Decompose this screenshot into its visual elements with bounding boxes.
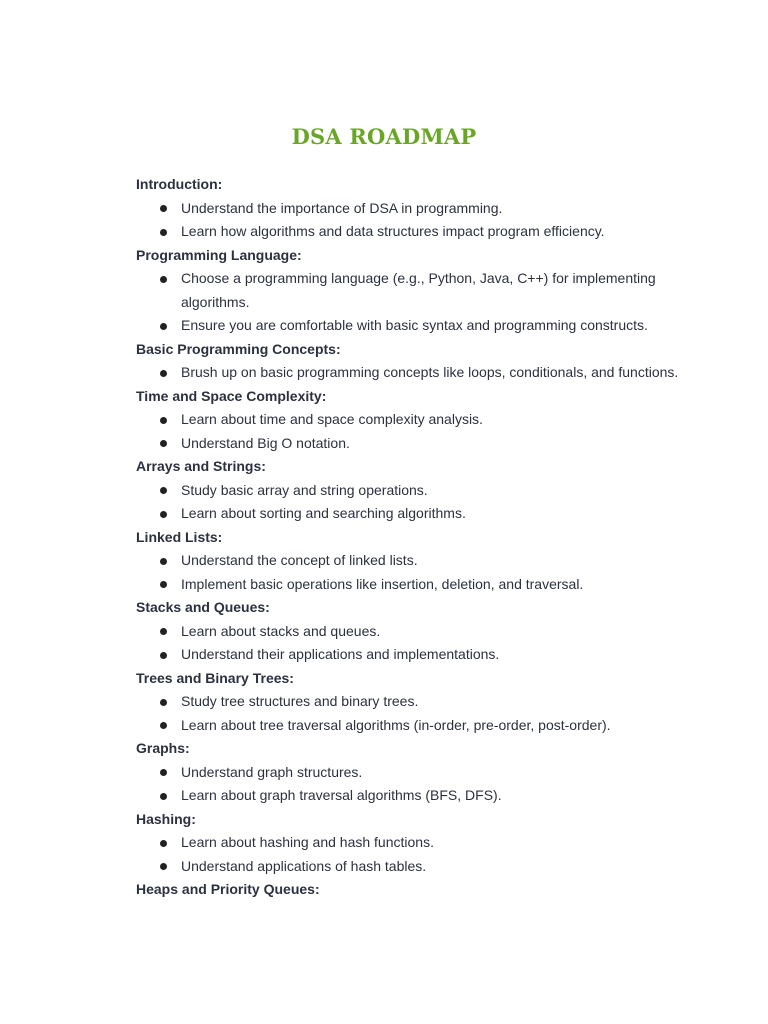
bullet-icon (160, 229, 167, 236)
section-heading: Heaps and Priority Queues: (136, 881, 320, 897)
bullet-icon (160, 487, 167, 494)
section-time-space-complexity (136, 385, 696, 456)
bullet-icon (160, 323, 167, 330)
list-item (136, 267, 696, 314)
section-arrays-strings (136, 455, 696, 526)
section-basic-programming-concepts (136, 338, 696, 385)
section-heading: Arrays and Strings: (136, 458, 266, 474)
list-item (136, 502, 696, 526)
section-trees-binary-trees (136, 667, 696, 738)
list-item-text: Understand the importance of DSA in programming. (181, 199, 503, 216)
bullet-list (136, 479, 696, 526)
bullet-icon (160, 511, 167, 518)
bullet-icon (160, 793, 167, 800)
list-item (136, 361, 696, 385)
list-item-text: Brush up on basic programming concepts like loops, conditionals, and functions. (181, 364, 679, 380)
section-introduction (136, 173, 696, 244)
list-item-text: Learn about time and space complexity analysis. (181, 411, 483, 427)
list-item (136, 714, 696, 738)
bullet-list (136, 831, 696, 878)
list-item (136, 432, 696, 456)
bullet-icon (160, 628, 167, 635)
list-item (136, 197, 696, 221)
bullet-list (136, 408, 696, 455)
list-item-text: Study tree structures and binary trees. (181, 693, 419, 709)
bullet-list (136, 620, 696, 667)
document-title: DSA ROADMAP (291, 124, 477, 149)
bullet-icon (160, 722, 167, 729)
list-item-text: Learn about stacks and queues. (181, 622, 381, 639)
list-item-text: Learn about hashing and hash functions. (181, 834, 434, 850)
bullet-icon (160, 370, 167, 377)
section-stacks-queues (136, 596, 696, 667)
list-item-text: Learn how algorithms and data structures impact program efficiency. (181, 223, 605, 239)
list-item-text: Understand their applications and implementations. (181, 646, 500, 662)
bullet-icon (160, 440, 167, 447)
section-heading: Time and Space Complexity: (136, 387, 327, 404)
section-heading: Graphs: (136, 740, 190, 756)
list-item-text: Choose a programming language (e.g., Python, Java, C++) for implementing algorithms. (181, 270, 656, 310)
list-item (136, 690, 696, 714)
list-item-text: Ensure you are comfortable with basic syntax and programming constructs. (181, 317, 648, 333)
section-linked-lists (136, 526, 696, 597)
list-item (136, 314, 696, 338)
bullet-icon (160, 276, 167, 283)
bullet-list (136, 361, 696, 385)
list-item (136, 573, 696, 597)
list-item (136, 220, 696, 244)
list-item-text: Understand graph structures. (181, 763, 363, 780)
section-graphs (136, 737, 696, 808)
bullet-icon (160, 840, 167, 847)
section-programming-language (136, 244, 696, 338)
section-hashing (136, 808, 696, 879)
list-item-text: Learn about sorting and searching algorithms. (181, 505, 466, 521)
bullet-icon (160, 699, 167, 706)
bullet-icon (160, 205, 167, 212)
section-heading: Introduction: (136, 176, 223, 192)
bullet-icon (160, 417, 167, 424)
list-item (136, 855, 696, 879)
list-item (136, 784, 696, 808)
section-heading: Stacks and Queues: (136, 599, 270, 615)
section-heading: Trees and Binary Trees: (136, 669, 294, 686)
list-item (136, 643, 696, 667)
bullet-list (136, 690, 696, 737)
document-body (136, 173, 696, 902)
bullet-icon (160, 652, 167, 659)
bullet-icon (160, 558, 167, 565)
list-item-text: Learn about tree traversal algorithms (in-order, pre-order, post-order). (181, 716, 611, 733)
section-heading: Linked Lists: (136, 528, 223, 545)
list-item (136, 620, 696, 644)
bullet-icon (160, 581, 167, 588)
bullet-list (136, 267, 696, 338)
list-item-text: Learn about graph traversal algorithms (BFS, DFS). (181, 787, 502, 803)
list-item-text: Implement basic operations like insertion, deletion, and traversal. (181, 575, 584, 592)
section-heading: Basic Programming Concepts: (136, 340, 341, 357)
list-item (136, 479, 696, 503)
section-heading: Programming Language: (136, 246, 302, 263)
list-item-text: Understand the concept of linked lists. (181, 552, 418, 568)
list-item-text: Understand applications of hash tables. (181, 857, 427, 874)
section-heaps-priority-queues (136, 878, 696, 902)
bullet-icon (160, 769, 167, 776)
bullet-list (136, 197, 696, 244)
list-item (136, 549, 696, 573)
list-item (136, 408, 696, 432)
section-heading: Hashing: (136, 810, 196, 827)
list-item (136, 761, 696, 785)
list-item (136, 831, 696, 855)
bullet-list (136, 761, 696, 808)
list-item-text: Study basic array and string operations. (181, 481, 428, 498)
bullet-icon (160, 863, 167, 870)
list-item-text: Understand Big O notation. (181, 434, 350, 451)
bullet-list (136, 549, 696, 596)
